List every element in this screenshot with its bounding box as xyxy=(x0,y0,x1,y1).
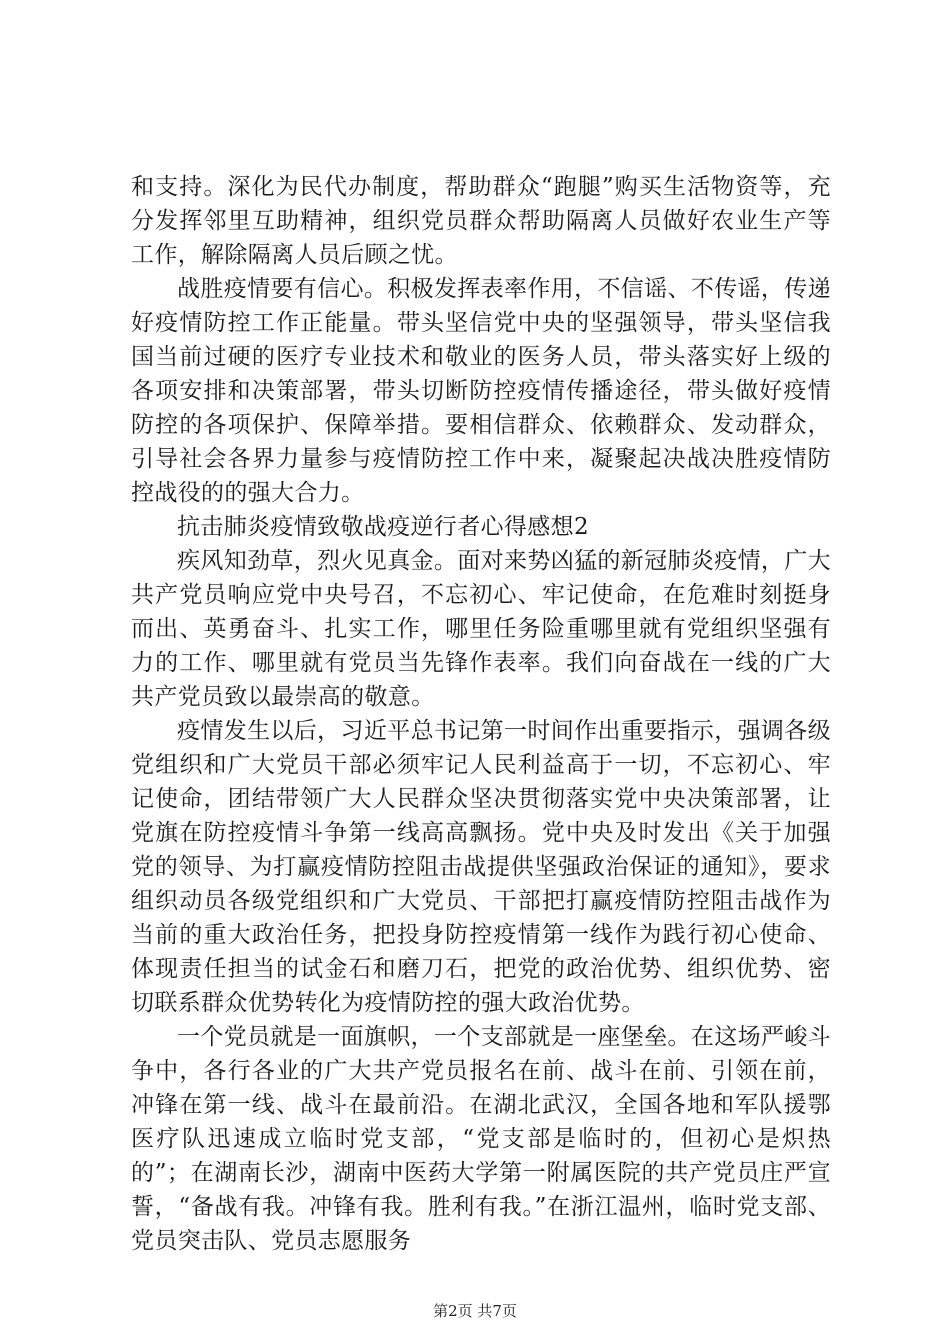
paragraph-continuation: 和支持。深化为民代办制度，帮助群众“跑腿”购买生活物资等，充分发挥邻里互助精神，组织党员群众帮助隔离人员做好农业生产等工作，解除隔离人员后顾之忧。 xyxy=(131,174,831,268)
paragraph-intro: 疾风知劲草，烈火见真金。面对来势凶猛的新冠肺炎疫情，广大共产党员响应党中央号召，不忘初心、牢记使命，在危难时刻挺身而出、英勇奋斗、扎实工作，哪里任务险重哪里就有党组织坚强有力的工作、哪里就有党员当先锋作表率。我们向奋战在一线的广大共产党员致以最崇高的敬意。 xyxy=(131,548,831,710)
paragraph-confidence: 战胜疫情要有信心。积极发挥表率作用，不信谣、不传谣，传递好疫情防控工作正能量。带头坚信党中央的坚强领导，带头坚信我国当前过硬的医疗专业技术和敬业的医务人员，带头落实好上级的各项安排和决策部署，带头切断防控疫情传播途径，带头做好疫情防控的各项保护、保障举措。要相信群众、依赖群众、发动群众，引导社会各界力量参与疫情防控工作中来，凝聚起决战决胜疫情防控战役的的强大合力。 xyxy=(131,276,831,506)
page-footer: 第2页 共7页 xyxy=(433,1302,517,1320)
paragraph-examples: 一个党员就是一面旗帜，一个支部就是一座堡垒。在这场严峻斗争中，各行各业的广大共产党员报名在前、战斗在前、引领在前，冲锋在第一线、战斗在最前沿。在湖北武汉，全国各地和军队援鄂医疗队迅速成立临时党支部，“党支部是临时的，但初心是炽热的”；在湖南长沙，湖南中医药大学第一附属医院的共产党员庄严宣誓，“备战有我。冲锋有我。胜利有我。”在浙江温州，临时党支部、党员突击队、党员志愿服务 xyxy=(131,1024,831,1254)
document-body xyxy=(131,170,831,1258)
section-subtitle: 抗击肺炎疫情致敬战疫逆行者心得感想2 xyxy=(177,514,589,540)
paragraph-instructions: 疫情发生以后，习近平总书记第一时间作出重要指示，强调各级党组织和广大党员干部必须牢记人民利益高于一切，不忘初心、牢记使命，团结带领广大人民群众坚决贯彻落实党中央决策部署，让党旗在防控疫情斗争第一线高高飘扬。党中央及时发出《关于加强党的领导、为打赢疫情防控阻击战提供坚强政治保证的通知》，要求组织动员各级党组织和广大党员、干部把打赢疫情防控阻击战作为当前的重大政治任务，把投身防控疫情第一线作为践行初心使命、体现责任担当的试金石和磨刀石，把党的政治优势、组织优势、密切联系群众优势转化为疫情防控的强大政治优势。 xyxy=(131,718,831,1016)
